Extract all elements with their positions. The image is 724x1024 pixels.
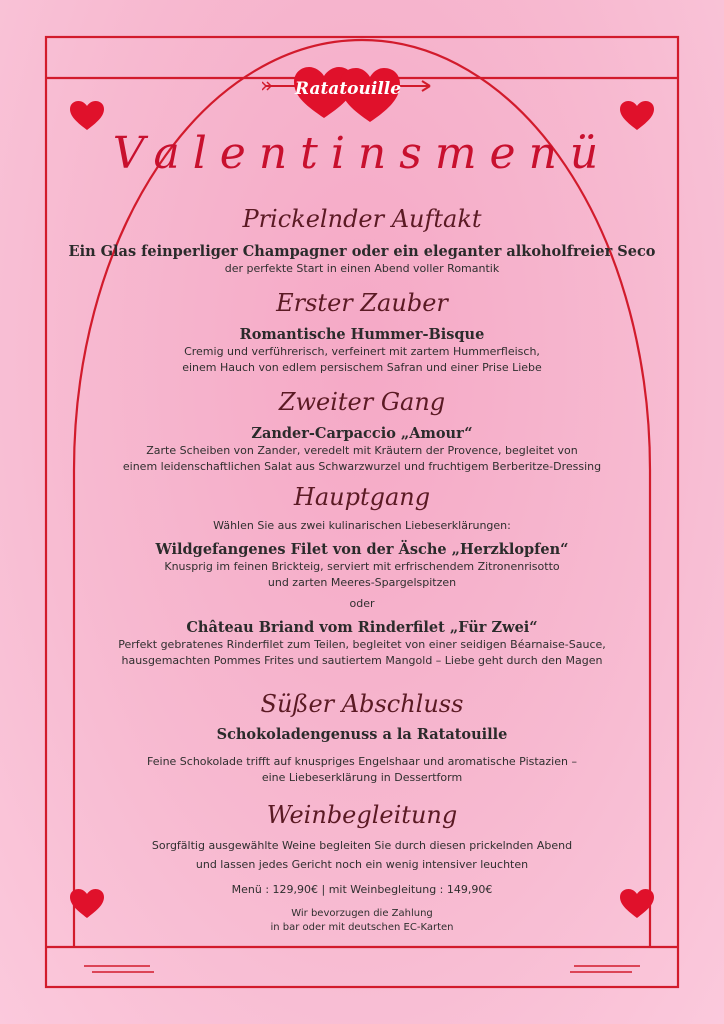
dish-title: Ein Glas feinperliger Champagner oder ein eleganter alkoholfreier Seco (68, 243, 656, 260)
heart-icon (620, 101, 654, 131)
payment-note: in bar oder mit deutschen EC-Karten (270, 922, 454, 933)
dish-description: Feine Schokolade trifft auf knuspriges Engelshaar und aromatische Pistazien – (147, 755, 577, 768)
dish-description: eine Liebeserklärung in Dessertform (261, 771, 463, 784)
page-title: Valentinsmenü (112, 128, 612, 179)
heart-icon (70, 101, 104, 131)
dish-description: Perfekt gebratenes Rinderfilet zum Teilen, begleitet von einer seidigen Béarnaise-Sauce, (118, 638, 606, 651)
section-heading: Prickelnder Auftakt (242, 205, 482, 233)
section-heading: Erster Zauber (276, 289, 448, 317)
section-heading: Hauptgang (293, 483, 431, 511)
dish-description: Knusprig im feinen Brickteig, serviert mit erfrischendem Zitronenrisotto (164, 560, 560, 573)
dish-description: Cremig und verführerisch, verfeinert mit zartem Hummerfleisch, (184, 345, 540, 358)
dish-description: einem Hauch von edlem persischem Safran und einer Prise Liebe (182, 361, 542, 374)
dish-title: Schokoladengenuss a la Ratatouille (216, 726, 508, 743)
wine-description: und lassen jedes Gericht noch ein wenig intensiver leuchten (195, 858, 529, 871)
dish-description: der perfekte Start in einen Abend voller Romantik (224, 262, 500, 275)
section-heading: Süßer Abschluss (260, 690, 464, 718)
section-heading: Weinbegleitung (266, 801, 458, 829)
section-hauptgang (62, 482, 662, 669)
dish-description: und zarten Meeres-Spargelspitzen (267, 576, 457, 589)
price-line: Menü : 129,90€ | mit Weinbegleitung : 149,90€ (231, 883, 493, 896)
or-separator: oder (349, 597, 375, 610)
section-erster-zauber (62, 288, 662, 376)
dish-description: einem leidenschaftlichen Salat aus Schwarzwurzel und fruchtigem Berberitze-Dressing (122, 460, 602, 473)
ratatouille-logo (262, 52, 438, 124)
dish-description: Zarte Scheiben von Zander, veredelt mit Kräutern der Provence, begleitet von (146, 444, 578, 457)
dish-title: Zander-Carpaccio „Amour“ (251, 425, 473, 442)
dish-title: Romantische Hummer-Bisque (239, 326, 485, 343)
dish-description: hausgemachten Pommes Frites und sautiertem Mangold – Liebe geht durch den Magen (121, 654, 603, 667)
section-heading: Zweiter Gang (278, 388, 446, 416)
payment-note: Wir bevorzugen die Zahlung (291, 908, 433, 919)
section-intro: Wählen Sie aus zwei kulinarischen Liebeserklärungen: (213, 519, 511, 532)
section-zweiter-gang (62, 387, 662, 475)
dish-title: Wildgefangenes Filet von der Äsche „Herzklopfen“ (155, 541, 569, 558)
section-dessert (62, 689, 662, 786)
dish-title: Château Briand vom Rinderfilet „Für Zwei“ (186, 619, 538, 636)
logo-text: Ratatouille (294, 79, 402, 99)
wine-description: Sorgfältig ausgewählte Weine begleiten Sie durch diesen prickelnden Abend (151, 839, 573, 852)
section-weinbegleitung (62, 800, 662, 935)
section-auftakt (62, 204, 662, 277)
